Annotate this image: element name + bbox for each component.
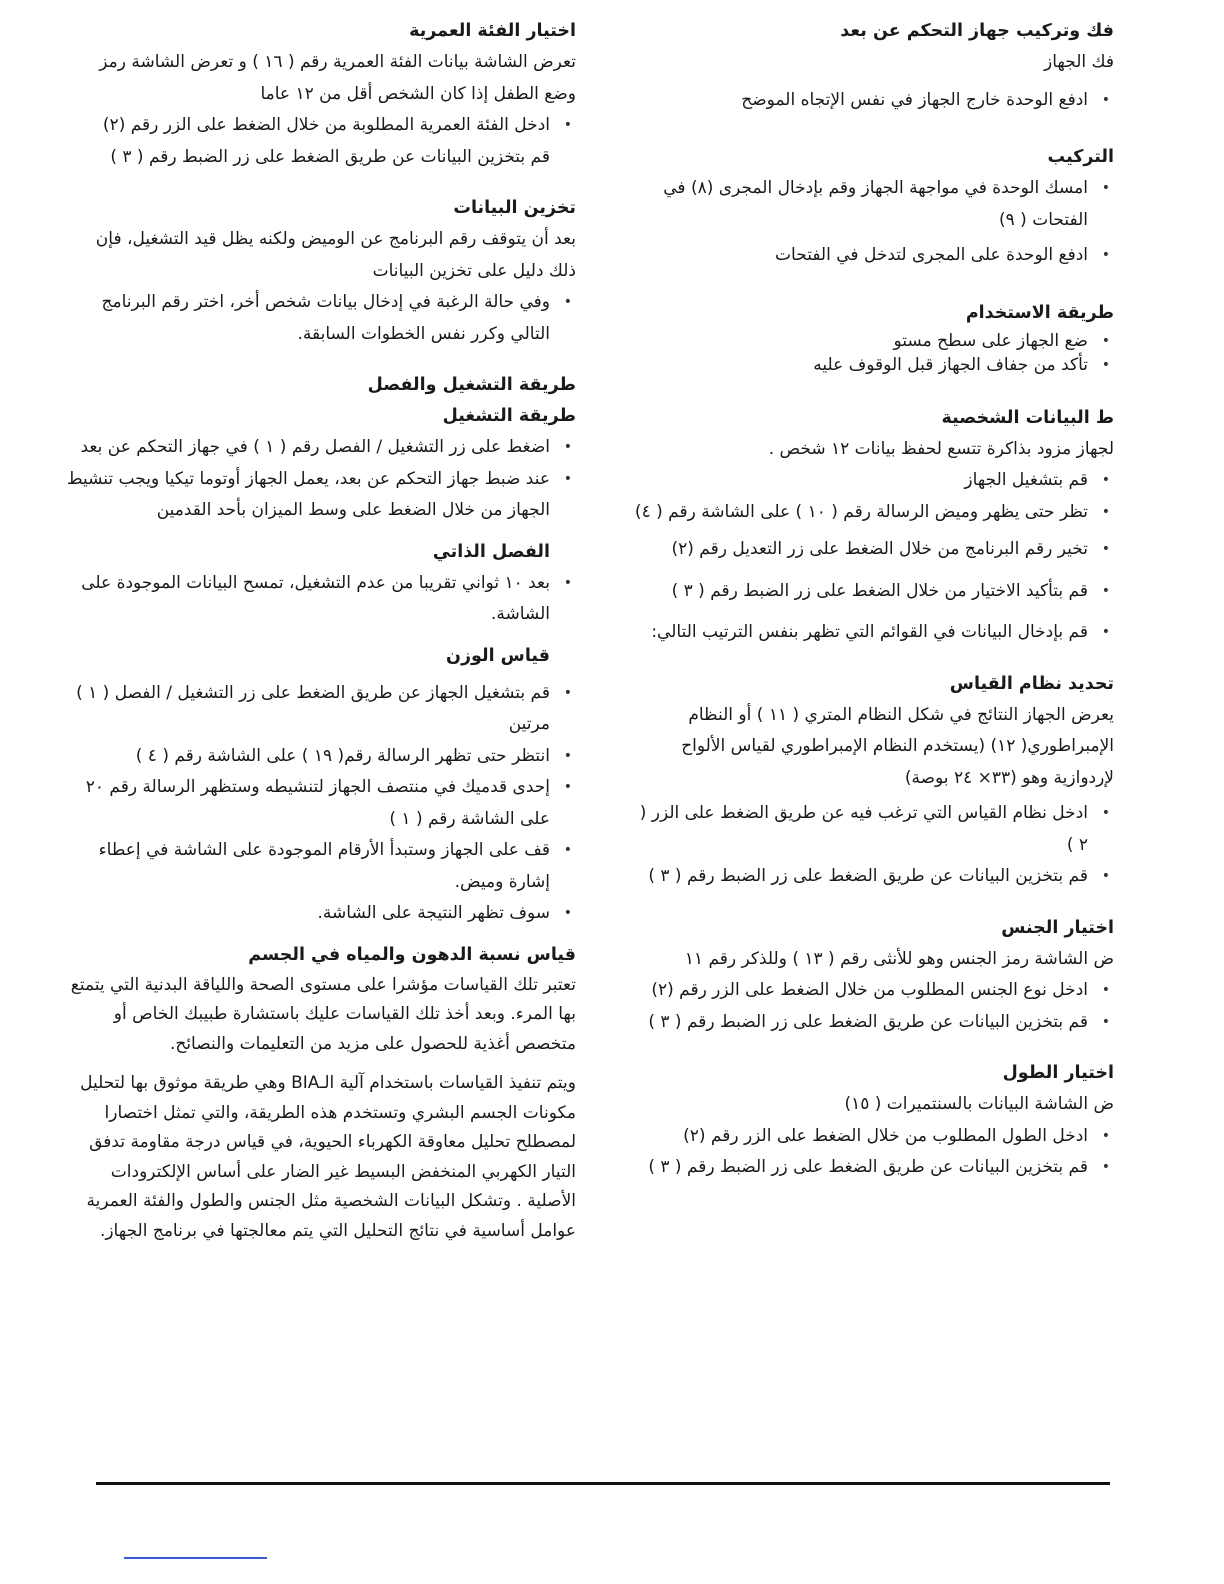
footer-link-underline [124,1557,267,1559]
section-age-group [66,16,576,173]
list-item: • ضع الجهاز على سطح مستو [632,329,1088,353]
section-title: اختيار الطول [1002,1063,1114,1083]
section-intro: يعرض الجهاز النتائج في شكل النظام المتري ( ١١ ) أو النظام الإمبراطوري( ١٢) (يستخدم النظام الإمبراطوري لقياس الألواح لإردوازية وهو (٣٣× ٢٤ بوصة) [681,704,1114,788]
list-item: • ادخل الفئة العمرية المطلوبة من خلال الضغط على الزر رقم (٢) [66,110,550,142]
section-height [632,1058,1114,1184]
list-item: • تأكد من جفاف الجهاز قبل الوقوف عليه [632,353,1088,377]
section-weight [66,641,576,930]
list-item: • إحدى قدميك في منتصف الجهاز لتنشيطه وستظهر الرسالة رقم ٢٠ على الشاشة رقم ( ١ ) [66,772,550,835]
list-item: • قف على الجهاز وستبدأ الأرقام الموجودة على الشاشة في إعطاء إشارة وميض. [66,835,550,898]
section-note: قم بتخزين البيانات عن طريق الضغط على زر الضبط رقم ( ٣ ) [110,146,550,167]
list-item: • قم بتأكيد الاختيار من خلال الضغط على زر الضبط رقم ( ٣ ) [632,576,1088,608]
section-title: فك وتركيب جهاز التحكم عن بعد [840,21,1114,41]
left-column [66,16,576,1246]
section-title: تحديد نظام القياس [949,673,1114,694]
section-intro: ض الشاشة رمز الجنس وهو للأنثى رقم ( ١٣ ) وللذكر رقم ١١ [684,948,1114,969]
list-item: • ادفع الوحدة على المجرى لتدخل في الفتحات [632,240,1088,272]
footer-rule [96,1482,1110,1485]
bullet-list [66,568,550,631]
bullet-list [632,1121,1114,1184]
list-item: • قم بتخزين البيانات عن طريق الضغط على زر الضبط رقم ( ٣ ) [632,1152,1088,1184]
right-column [632,16,1114,1184]
section-title: طريقة الاستخدام [965,302,1114,323]
section-title: الفصل الذاتي [432,541,550,562]
section-usage [632,298,1114,377]
section-title: قياس الوزن [446,645,550,666]
subsection-title: طريقة التشغيل [442,406,576,426]
list-item: • ادخل نوع الجنس المطلوب من خلال الضغط على الزر رقم (٢) [632,975,1088,1007]
bullet-list [66,678,550,930]
list-item: • ادخل نظام القياس التي ترغب فيه عن طريق الضغط على الزر ( ٢ ) [632,798,1088,861]
list-item: • ادفع الوحدة خارج الجهاز في نفس الإتجاه الموضح [632,85,1088,117]
section-title: قياس نسبة الدهون والمياه في الجسم [248,944,576,965]
list-item: • قم بتشغيل الجهاز [632,465,1088,497]
list-item: • تخير رقم البرنامج من خلال الضغط على زر التعديل رقم (٢) [632,534,1088,566]
paragraph: تعتبر تلك القياسات مؤشرا على مستوى الصحة واللياقة البدنية التي يتمتع بها المرء. وبعد أخذ تلك القياسات عليك باستشارة طبيبك الخاص أو متخصص أغذية للحصول على مزيد من التعليمات والنصائح. [70,974,576,1054]
list-item: • قم بتشغيل الجهاز عن طريق الضغط على زر التشغيل / الفصل ( ١ ) مرتين [66,678,550,741]
list-item: • انتظر حتى تظهر الرسالة رقم( ١٩ ) على الشاشة رقم ( ٤ ) [66,741,550,773]
list-item: • ادخل الطول المطلوب من خلال الضغط على الزر رقم (٢) [632,1121,1088,1153]
list-item: • سوف تظهر النتيجة على الشاشة. [66,898,550,930]
bullet-list [66,287,576,350]
section-installation [632,142,1114,272]
section-measurement-system [632,669,1114,893]
subsection-title: فك الجهاز [1044,52,1114,72]
list-item: • قم بإدخال البيانات في القوائم التي تظهر بنفس الترتيب التالي: [632,617,1088,649]
bullet-list [632,975,1114,1038]
section-intro: تعرض الشاشة بيانات الفئة العمرية رقم ( ١٦ ) و تعرض الشاشة رمز وضع الطفل إذا كان الشخص أقل من ١٢ عاما [99,52,576,104]
list-item: • اضغط على زر التشغيل / الفصل رقم ( ١ ) في جهاز التحكم عن بعد [66,432,550,464]
section-intro: لجهاز مزود بذاكرة تتسع لحفظ بيانات ١٢ شخص . [768,438,1114,459]
section-on-off [66,370,576,527]
section-title: اختيار الجنس [1001,917,1114,938]
section-title: التركيب [1047,147,1114,167]
section-intro: ض الشاشة البيانات بالسنتميرات ( ١٥) [844,1094,1114,1114]
paragraph: ويتم تنفيذ القياسات باستخدام آلية الـBIA وهي طريقة موثوق بها لتحليل مكونات الجسم البشري وتستخدم هذه الطريقة، والتي تمثل اختصارا لمصطلح تحليل معاوقة الكهرباء الحيوية، في قياس درجة مقاومة تدفق التيار الكهربي المنخفض البسيط غير الضار على أساس الإلكترودات الأصلية . وتشكل البيانات الشخصية مثل الجنس والطول والفئة العمرية عوامل أساسية في نتائج التحليل التي يتم معالجتها في برنامج الجهاز. [80,1073,576,1241]
section-intro: بعد أن يتوقف رقم البرنامج عن الوميض ولكنه يظل قيد التشغيل، فإن ذلك دليل على تخزين البيانات [95,229,576,281]
bullet-list [632,85,1114,117]
list-item: • قم بتخزين البيانات عن طريق الضغط على زر الضبط رقم ( ٣ ) [632,861,1088,893]
section-title: ط البيانات الشخصية [941,407,1114,428]
bullet-list [632,798,1114,893]
bullet-list [632,465,1114,649]
list-item: • امسك الوحدة في مواجهة الجهاز وقم بإدخال المجرى (٨) في الفتحات ( ٩) [632,173,1088,236]
section-personal-data [632,403,1114,649]
bullet-list [66,432,576,527]
bullet-list [66,110,576,142]
section-auto-off [66,537,576,631]
section-title: طريقة التشغيل والفصل [367,375,576,395]
list-item: • تظر حتى يظهر وميض الرسالة رقم ( ١٠ ) على الشاشة رقم ( ٤) [632,497,1088,529]
list-item: • بعد ١٠ ثواني تقريبا من عدم التشغيل، تمسح البيانات الموجودة على الشاشة. [66,568,550,631]
section-data-storage [66,193,576,350]
section-title: تخزين البيانات [453,198,576,218]
section-remote-removal [632,16,1114,116]
bullet-list [632,329,1114,377]
section-body-fat-water [66,940,576,1247]
list-item: • عند ضبط جهاز التحكم عن بعد، يعمل الجهاز أوتوما تيكيا ويجب تنشيط الجهاز من خلال الضغط على وسط الميزان بأحد القدمين [66,464,550,527]
section-gender [632,913,1114,1039]
section-title: اختيار الفئة العمرية [409,21,576,41]
bullet-list [632,173,1114,272]
list-item: • وفي حالة الرغبة في إدخال بيانات شخص أخر، اختر رقم البرنامج التالي وكرر نفس الخطوات السابقة. [66,287,550,350]
list-item: • قم بتخزين البيانات عن طريق الضغط على زر الضبط رقم ( ٣ ) [632,1007,1088,1039]
